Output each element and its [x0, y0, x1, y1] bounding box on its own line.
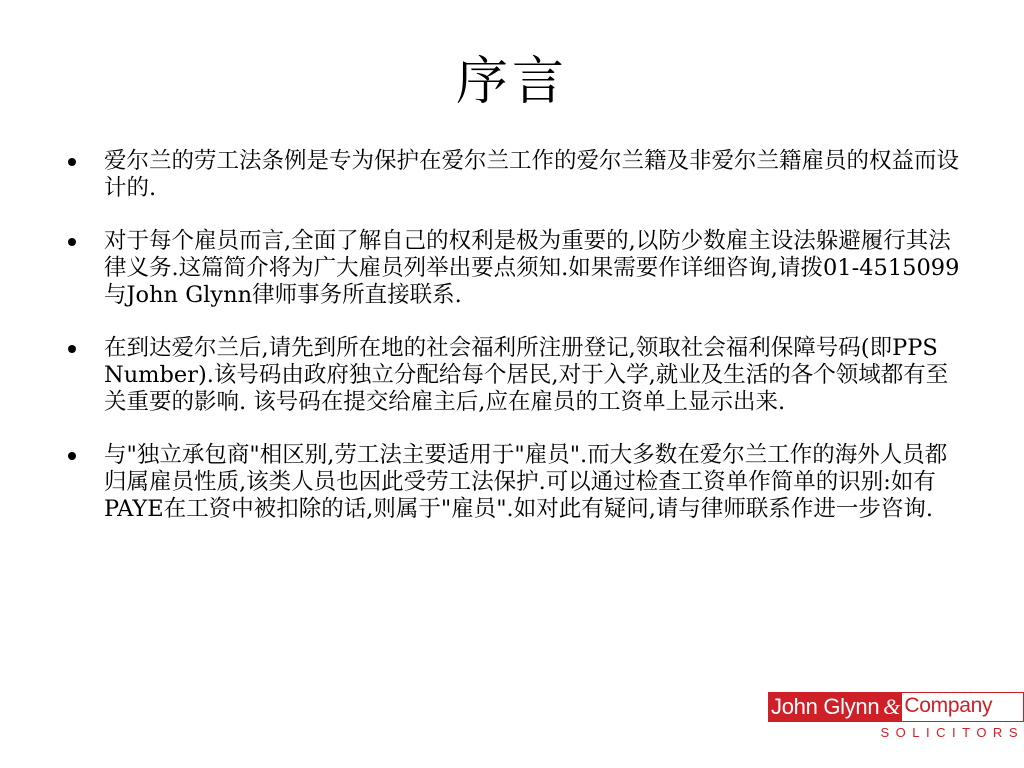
- bullet-text: 爱尔兰的劳工法条例是专为保护在爱尔兰工作的爱尔兰籍及非爱尔兰籍雇员的权益而设计的.: [104, 148, 960, 201]
- bullet-dot-icon: [68, 345, 76, 353]
- bullet-list: [60, 148, 960, 549]
- bullet-dot-icon: [68, 158, 76, 166]
- bullet-text: 在到达爱尔兰后,请先到所在地的社会福利所注册登记,领取社会福利保障号码(即PPS Number).该号码由政府独立分配给每个居民,对于入学,就业及生活的各个领域都有至关重要的影响. 该号码在提交给雇主后,应在雇员的工资单上显示出来.: [104, 335, 949, 415]
- bullet-item: [60, 148, 960, 202]
- bullet-dot-icon: [68, 238, 76, 246]
- logo-bottom-row: [768, 722, 1024, 744]
- logo-spacer: [768, 722, 874, 744]
- logo-subtitle: SOLICITORS: [874, 722, 1024, 744]
- bullet-dot-icon: [68, 452, 76, 460]
- slide-title: 序言: [455, 52, 568, 112]
- bullet-text: 与"独立承包商"相区别,劳工法主要适用于"雇员".而大多数在爱尔兰工作的海外人员都归属雇员性质,该类人员也因此受劳工法保护.可以通过检查工资单作简单的识别:如有PAYE在工资中被扣除的话,则属于"雇员".如对此有疑问,请与律师联系作进一步咨询.: [104, 442, 948, 522]
- bullet-text: 对于每个雇员而言,全面了解自己的权利是极为重要的,以防少数雇主设法躲避履行其法律义务.这篇简介将为广大雇员列举出要点须知.如果需要作详细咨询,请拨01-4515099与John Glynn律师事务所直接联系.: [104, 228, 960, 308]
- logo-top-row: [768, 692, 1024, 722]
- logo-ampersand: &: [883, 692, 901, 722]
- bullet-item: [60, 442, 960, 523]
- logo-company: Company: [901, 692, 1024, 722]
- logo-name: John Glynn: [768, 692, 883, 722]
- bullet-item: [60, 335, 960, 416]
- bullet-item: [60, 228, 960, 309]
- company-logo: [768, 692, 1024, 744]
